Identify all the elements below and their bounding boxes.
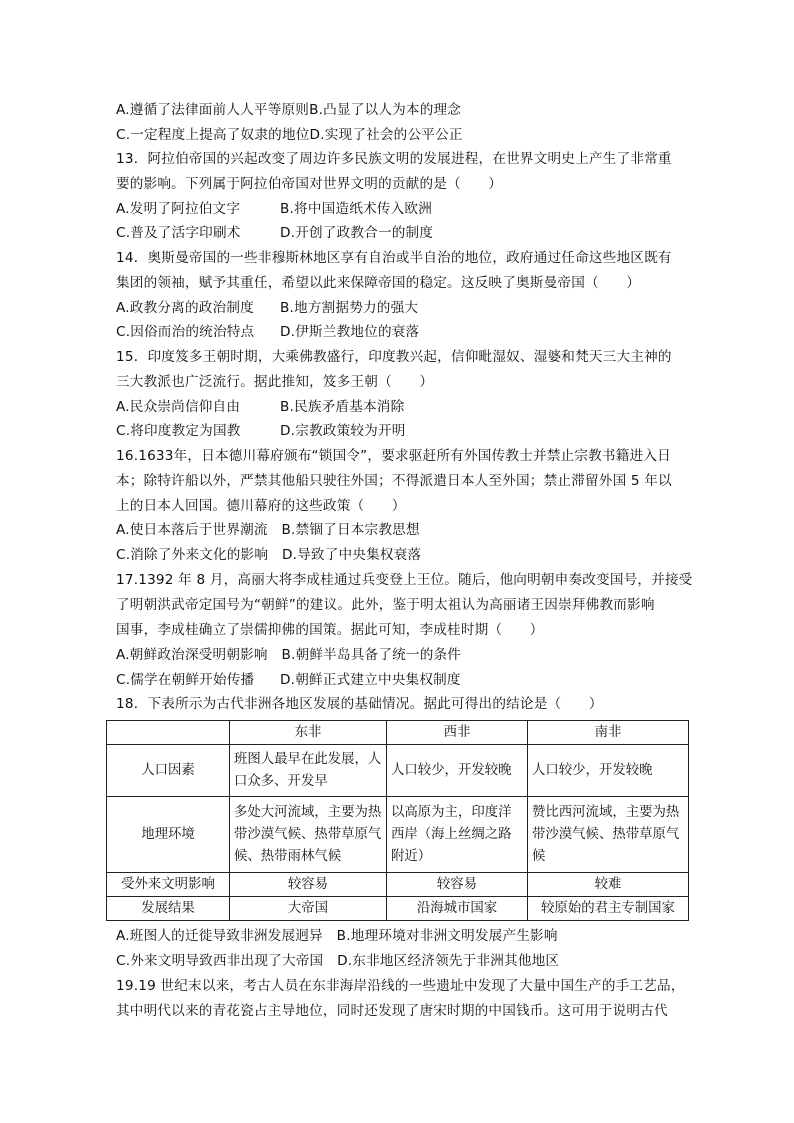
table-cell: 以高原为主，印度洋西岸（海上丝绸之路附近） — [387, 797, 528, 873]
q14-stem-line1: 14．奥斯曼帝国的一些非穆斯林地区享有自治或半自治的地位，政府通过任命这些地区既有 — [116, 250, 672, 266]
q13-option-row1 — [116, 199, 432, 219]
table-cell: 较容易 — [387, 873, 528, 897]
q15-option-row2 — [116, 421, 406, 441]
table-cell: 发展结果 — [107, 897, 230, 921]
q16-stem-line1: 16.1633年，日本德川幕府颁布“锁国令”，要求驱赶所有外国传教士并禁止宗教书籍进入日 — [116, 448, 671, 464]
table-header-cell: 东非 — [230, 721, 387, 745]
q14-option-d: D.伊斯兰教地位的衰落 — [280, 324, 420, 340]
q17-stem-line1: 17.1392 年 8 月，高丽大将李成桂通过兵变登上王位。随后，他向明朝申奏改变国号，并接受 — [116, 572, 693, 588]
table-cell: 受外来文明影响 — [107, 873, 230, 897]
q13-option-c: C.普及了活字印刷术 — [116, 225, 241, 241]
q17-stem-line3: 国事，李成桂确立了崇儒抑佛的国策。据此可知，李成桂时期（ ） — [116, 622, 544, 638]
q17-stem-line2: 了明朝洪武帝定国号为“朝鲜”的建议。此外，鉴于明太祖认为高丽诸王因崇拜佛教而影响 — [116, 597, 655, 613]
q14-option-row1 — [116, 298, 419, 318]
q13-option-a: A.发明了阿拉伯文字 — [116, 201, 241, 217]
table-cell: 人口因素 — [107, 745, 230, 797]
table-row — [107, 797, 689, 873]
table-cell: 较原始的君主专制国家 — [528, 897, 689, 921]
q13-stem-line2: 要的影响。下列属于阿拉伯帝国对世界文明的贡献的是（ ） — [116, 176, 503, 192]
q15-option-a: A.民众崇尚信仰自由 — [116, 399, 241, 415]
table-cell: 较难 — [528, 873, 689, 897]
table-cell: 赞比西河流域，主要为热带沙漠气候、热带草原气候 — [528, 797, 689, 873]
q15-option-c: C.将印度教定为国教 — [116, 423, 241, 439]
table-row — [107, 897, 689, 921]
q16-options-ab: A.使日本落后于世界潮流 B.禁锢了日本宗教思想 — [116, 522, 420, 538]
table-cell: 大帝国 — [230, 897, 387, 921]
table-header-row — [107, 721, 689, 745]
q18-options-ab: A.班图人的迁徙导致非洲发展迥异 B.地理环境对非洲文明发展产生影响 — [116, 928, 558, 944]
table-cell: 人口较少，开发较晚 — [528, 745, 689, 797]
table-cell: 沿海城市国家 — [387, 897, 528, 921]
q14-option-b: B.地方割据势力的强大 — [280, 300, 419, 316]
q13-stem-line1: 13．阿拉伯帝国的兴起改变了周边许多民族文明的发展进程，在世界文明史上产生了非常重 — [116, 151, 672, 167]
table-header-cell — [107, 721, 230, 745]
q15-option-row1 — [116, 397, 405, 417]
table-header-cell: 西非 — [387, 721, 528, 745]
table-cell: 人口较少，开发较晚 — [387, 745, 528, 797]
q13-option-row2 — [116, 223, 434, 243]
q13-option-b: B.将中国造纸术传入欧洲 — [280, 201, 432, 217]
q14-stem-line2: 集团的领袖，赋予其重任，希望以此来保障帝国的稳定。这反映了奥斯曼帝国（ ） — [116, 275, 641, 291]
q17-option-row2 — [116, 670, 461, 690]
q14-option-c: C.因俗而治的统治特点 — [116, 324, 255, 340]
africa-comparison-table — [106, 720, 689, 921]
table-row — [107, 873, 689, 897]
q15-stem-line1: 15．印度笈多王朝时期，大乘佛教盛行，印度教兴起，信仰毗湿奴、湿婆和梵天三大主神的 — [116, 349, 672, 365]
q18-stem: 18．下表所示为古代非洲各地区发展的基础情况。据此可得出的结论是（ ） — [116, 696, 603, 712]
q12-options-cd: C.一定程度上提高了奴隶的地位D.实现了社会的公平公正 — [116, 127, 463, 143]
q14-option-a: A.政教分离的政治制度 — [116, 300, 254, 316]
q16-options-cd: C.消除了外来文化的影响 D.导致了中央集权衰落 — [116, 547, 422, 563]
table-header-cell: 南非 — [528, 721, 689, 745]
q16-stem-line3: 上的日本人回国。德川幕府的这些政策（ ） — [116, 498, 406, 514]
q17-option-c: C.儒学在朝鲜开始传播 — [116, 672, 255, 688]
q18-options-cd: C.外来文明导致西非出现了大帝国 D.东非地区经济领先于非洲其他地区 — [116, 953, 560, 969]
table-cell: 班图人最早在此发展，人口众多、开发早 — [230, 745, 387, 797]
table-cell: 地理环境 — [107, 797, 230, 873]
q15-stem-line2: 三大教派也广泛流行。据此推知，笈多王朝（ ） — [116, 374, 434, 390]
table-cell: 较容易 — [230, 873, 387, 897]
q15-option-b: B.民族矛盾基本消除 — [280, 399, 405, 415]
q16-stem-line2: 本；除特许船以外，严禁其他船只驶往外国；不得派遣日本人至外国；禁止滞留外国 5 年以 — [116, 473, 672, 489]
table-row — [107, 745, 689, 797]
q19-stem-line1: 19.19 世纪末以来，考古人员在东非海岸沿线的一些遗址中发现了大量中国生产的手工艺品， — [116, 978, 685, 994]
q13-option-d: D.开创了政教合一的制度 — [280, 225, 434, 241]
q12-options-ab: A.遵循了法律面前人人平等原则B.凸显了以人为本的理念 — [116, 102, 462, 118]
q14-option-row2 — [116, 322, 420, 342]
q17-options-ab: A.朝鲜政治深受明朝影响 B.朝鲜半岛具备了统一的条件 — [116, 647, 462, 663]
q17-option-d: D.朝鲜正式建立中央集权制度 — [280, 672, 461, 688]
q19-stem-line2: 其中明代以来的青花瓷占主导地位，同时还发现了唐宋时期的中国钱币。这可用于说明古代 — [116, 1003, 668, 1019]
table-cell: 多处大河流域，主要为热带沙漠气候、热带草原气候、热带雨林气候 — [230, 797, 387, 873]
q15-option-d: D.宗教政策较为开明 — [280, 423, 406, 439]
